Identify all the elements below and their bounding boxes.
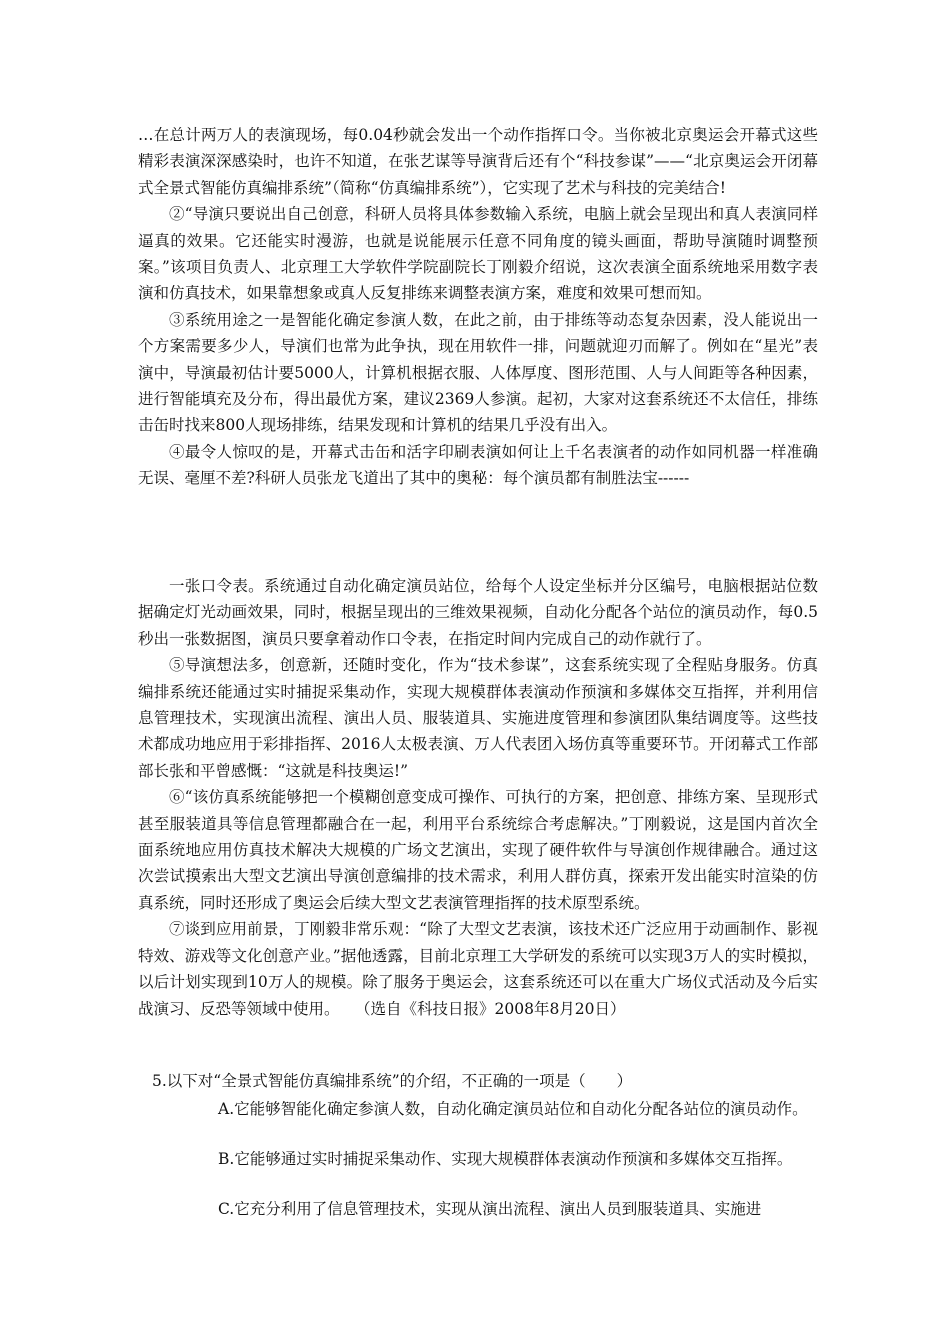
paragraph-4-continuation: 一张口令表。系统通过自动化确定演员站位，给每个人设定坐标并分区编号，电脑根据站位数据确定灯光动画效果，同时，根据呈现出的三维效果视频，自动化分配各个站位的演员动作，每0.5秒出一张数据图，演员只要拿着动作口令表，在指定时间内完成自己的动作就行了。 — [138, 577, 818, 648]
question-option-b: B.它能够通过实时捕捉采集动作、实现大规模群体表演动作预演和多媒体交互指挥。 — [218, 1150, 793, 1168]
article-section-1 — [138, 122, 818, 492]
paragraph-6: ⑥“该仿真系统能够把一个模糊创意变成可操作、可执行的方案，把创意、排练方案、呈现形式甚至服装道具等信息管理都融合在一起，利用平台系统综合考虑解决。”丁刚毅说，这是国内首次全面系统地应用仿真技术解决大规模的广场文艺演出，实现了硬件软件与导演创作规律融合。通过这次尝试摸索出大型文艺演出导演创意编排的技术需求，利用人群仿真，探索开发出能实时渲染的仿真系统，同时还形成了奥运会后续大型文艺表演管理指挥的技术原型系统。 — [138, 788, 818, 912]
paragraph-2: ②“导演只要说出自己创意，科研人员将具体参数输入系统，电脑上就会呈现出和真人表演同样逼真的效果。它还能实时漫游，也就是说能展示任意不同角度的镜头画面，帮助导演随时调整预案。”该项目负责人、北京理工大学软件学院副院长丁刚毅介绍说，这次表演全面系统地采用数字表演和仿真技术，如果靠想象或真人反复排练来调整表演方案，难度和效果可想而知。 — [138, 205, 818, 303]
question-option-a: A.它能够智能化确定参演人数，自动化确定演员站位和自动化分配各站位的演员动作。 — [218, 1100, 808, 1118]
article-section-2 — [138, 573, 818, 1022]
paragraph-7: ⑦谈到应用前景，丁刚毅非常乐观：“除了大型文艺表演，该技术还广泛应用于动画制作、影视特效、游戏等文化创意产业。”据他透露，目前北京理工大学研发的系统可以实现3万人的实时模拟，以后计划实现到10万人的规模。除了服务于奥运会，这套系统还可以在重大广场仪式活动及今后实战演习、反恐等领域中使用。 （选自《科技日报》2008年8月20日） — [138, 920, 818, 1018]
paragraph-4: ④最令人惊叹的是，开幕式击缶和活字印刷表演如何让上千名表演者的动作如同机器一样准确无误、毫厘不差?科研人员张龙飞道出了其中的奥秘：每个演员都有制胜法宝------ — [138, 442, 818, 488]
paragraph-1-continuation: …在总计两万人的表演现场，每0.04秒就会发出一个动作指挥口令。当你被北京奥运会开幕式这些精彩表演深深感染时，也许不知道，在张艺谋等导演背后还有个“科技参谋”——“北京奥运会开闭幕式全景式智能仿真编排系统”（简称“仿真编排系统”），它实现了艺术与科技的完美结合! — [138, 126, 818, 197]
question-option-c: C.它充分利用了信息管理技术，实现从演出流程、演出人员到服装道具、实施进 — [218, 1200, 762, 1218]
paragraph-3: ③系统用途之一是智能化确定参演人数，在此之前，由于排练等动态复杂因素，没人能说出一个方案需要多少人，导演们也常为此争执，现在用软件一排，问题就迎刃而解了。例如在“星光”表演中，导演最初估计要5000人，计算机根据衣服、人体厚度、图形范围、人与人间距等各种因素，进行智能填充及分布，得出最优方案，建议2369人参演。起初，大家对这套系统还不太信任，排练击缶时找来800人现场排练，结果发现和计算机的结果几乎没有出入。 — [138, 310, 818, 435]
question-stem: 5.以下对“全景式智能仿真编排系统”的介绍，不正确的一项是（ ） — [152, 1072, 633, 1090]
paragraph-5: ⑤导演想法多，创意新，还随时变化，作为“技术参谋”，这套系统实现了全程贴身服务。仿真编排系统还能通过实时捕捉采集动作，实现大规模群体表演动作预演和多媒体交互指挥，并利用信息管理技术，实现演出流程、演出人员、服装道具、实施进度管理和参演团队集结调度等。这些技术都成功地应用于彩排指挥、2016人太极表演、万人代表团入场仿真等重要环节。开闭幕式工作部部长张和平曾感慨：“这就是科技奥运!” — [138, 656, 818, 780]
